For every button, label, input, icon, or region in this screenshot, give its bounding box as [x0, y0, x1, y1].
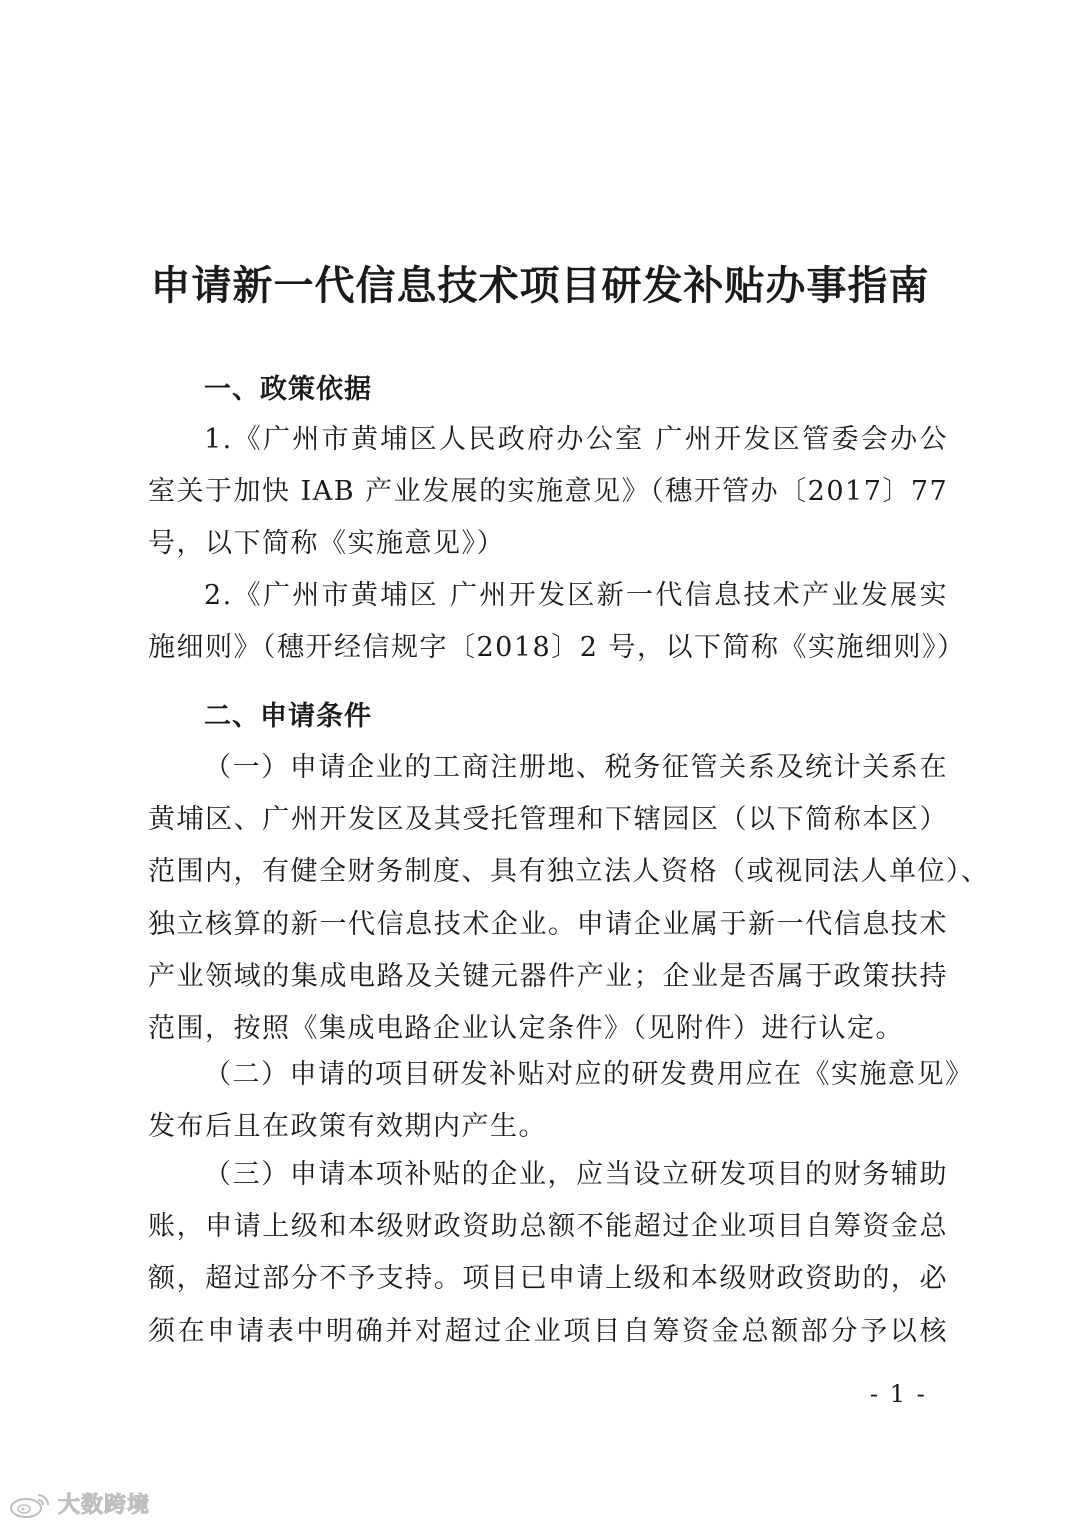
condition-1-line: 产业领域的集成电路及关键元器件产业；企业是否属于政策扶持	[148, 960, 948, 992]
watermark-text: 大数跨境	[58, 1493, 151, 1518]
page-number: - 1 -	[870, 1380, 927, 1408]
condition-2	[148, 1049, 974, 1153]
section1-heading: 一、政策依据	[204, 374, 372, 405]
policy-item-1	[148, 414, 948, 571]
weibo-logo-icon	[8, 1489, 54, 1519]
section2-heading: 二、申请条件	[204, 701, 372, 732]
condition-2-line: （二）申请的项目研发补贴对应的研发费用应在《实施意见》	[204, 1059, 974, 1090]
condition-1-line: 黄埔区、广州开发区及其受托管理和下辖园区（以下简称本区）	[148, 804, 948, 836]
condition-3-line: （三）申请本项补贴的企业，应当设立研发项目的财务辅助	[204, 1159, 948, 1190]
condition-1	[148, 742, 990, 1055]
policy-item-2	[148, 570, 966, 674]
condition-1-line: 范围，按照《集成电路企业认定条件》（见附件）进行认定。	[148, 1013, 904, 1045]
condition-1-line: 独立核算的新一代信息技术企业。申请企业属于新一代信息技术	[148, 908, 948, 940]
document-title: 申请新一代信息技术项目研发补贴办事指南	[150, 263, 930, 309]
condition-2-line: 发布后且在政策有效期内产生。	[148, 1111, 547, 1143]
watermark	[8, 1488, 150, 1519]
condition-3-line: 须在申请表中明确并对超过企业项目自筹资金总额部分予以核	[148, 1315, 948, 1347]
condition-3-line: 额，超过部分不予支持。项目已申请上级和本级财政资助的，必	[148, 1263, 948, 1295]
condition-1-line: （一）申请企业的工商注册地、税务征管关系及统计关系在	[204, 752, 948, 783]
condition-3-line: 账，申请上级和本级财政资助总额不能超过企业项目自筹资金总	[148, 1211, 948, 1243]
policy-item-1-line: 号，以下简称《实施意见》）	[148, 528, 505, 560]
policy-item-1-line: 室关于加快 IAB 产业发展的实施意见》（穗开管办〔2017〕77	[148, 476, 949, 508]
condition-1-line: 范围内，有健全财务制度、具有独立法人资格（或视同法人单位）、	[148, 856, 990, 888]
policy-item-2-line: 施细则》（穗开经信规字〔2018〕2 号，以下简称《实施细则》）	[148, 632, 966, 664]
policy-item-2-line: 2.《广州市黄埔区 广州开发区新一代信息技术产业发展实	[204, 580, 948, 611]
policy-item-1-line: 1.《广州市黄埔区人民政府办公室 广州开发区管委会办公	[204, 424, 948, 455]
condition-3	[148, 1149, 948, 1358]
